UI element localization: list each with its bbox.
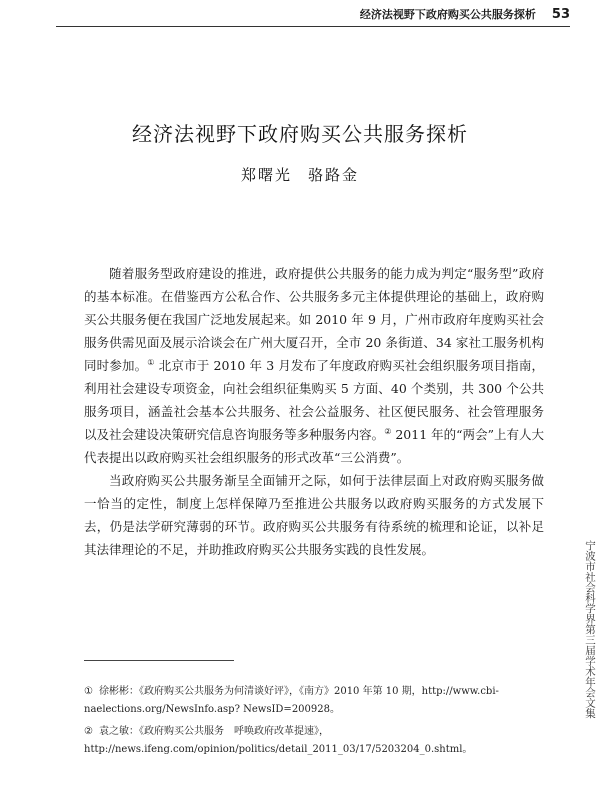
paragraph-1-part-a: 随着服务型政府建设的推进，政府提供公共服务的能力成为判定“服务型”政府的基本标准。在借鉴西方公私合作、公共服务多元主体提供理论的基础上，政府购买公共服务便在我国广泛地发展起来。如 2010 年 9 月，广州市政府年度购买社会服务供需见面及展示洽谈会在广州大厦召开，全市 20 条街道、34 家社工服务机构同时参加。	[84, 266, 544, 373]
paragraph-1-part-b: 北京市于 2010 年 3 月发布了年度政府购买社会组织服务项目指南，利用社会建设专项资金，向社会组织征集购买 5 方面、40 个类别，共 300 个公共服务项目，涵盖社会基本公共服务、社会公益服务、社区便民服务、社会管理服务以及社会建设决策研究信息咨询服务等多种服务内容。	[84, 358, 544, 442]
page-number: 53	[551, 7, 570, 22]
footnote-rule	[84, 660, 234, 661]
side-collection-label: 宁波市社会科学界第三届学术年会文集	[584, 540, 596, 719]
footnote-2	[84, 723, 550, 759]
running-head	[360, 6, 570, 22]
paragraph-2: 当政府购买公共服务渐呈全面铺开之际，如何于法律层面上对政府购买服务做一恰当的定性，制度上怎样保障乃至推进公共服务以政府购买服务的方式发展下去，仍是法学研究薄弱的环节。政府购买公共服务有待系统的梳理和论证，以补足其法律理论的不足，并助推政府购买公共服务实践的良性发展。	[84, 473, 544, 557]
paragraph-1	[84, 262, 544, 469]
author-line	[0, 164, 600, 185]
footnote-1-text: 徐彬彬：《政府购买公共服务为何清谈好评》，《南方》2010 年第 10 期，http://www.cbi-naelections.org/NewsInfo.asp? NewsID=200928。	[84, 686, 499, 715]
footnotes	[84, 683, 550, 763]
author-2: 骆路金	[308, 166, 360, 184]
article-title: 经济法视野下政府购买公共服务探析	[132, 122, 468, 146]
body-text	[84, 262, 544, 561]
footnote-2-mark: ②	[84, 726, 93, 737]
author-1: 郑曙光	[240, 166, 292, 184]
paragraph-1-part-c: 2011 年的“两会”上有人大代表提出以政府购买社会组织服务的形式改革“三公消费”。	[84, 427, 544, 465]
footnote-ref-1[interactable]: ①	[147, 357, 155, 367]
footnote-1-mark: ①	[84, 686, 93, 697]
footnote-1	[84, 683, 550, 719]
header-rule	[56, 26, 570, 27]
footnote-ref-2[interactable]: ②	[384, 426, 392, 436]
running-head-title: 经济法视野下政府购买公共服务探析	[359, 8, 536, 21]
footnote-2-text: 袁之敏：《政府购买公共服务 呼唤政府改革提速》，http://news.ifeng.com/opinion/politics/detail_2011_03/17/5203204_0.shtml。	[84, 726, 473, 755]
